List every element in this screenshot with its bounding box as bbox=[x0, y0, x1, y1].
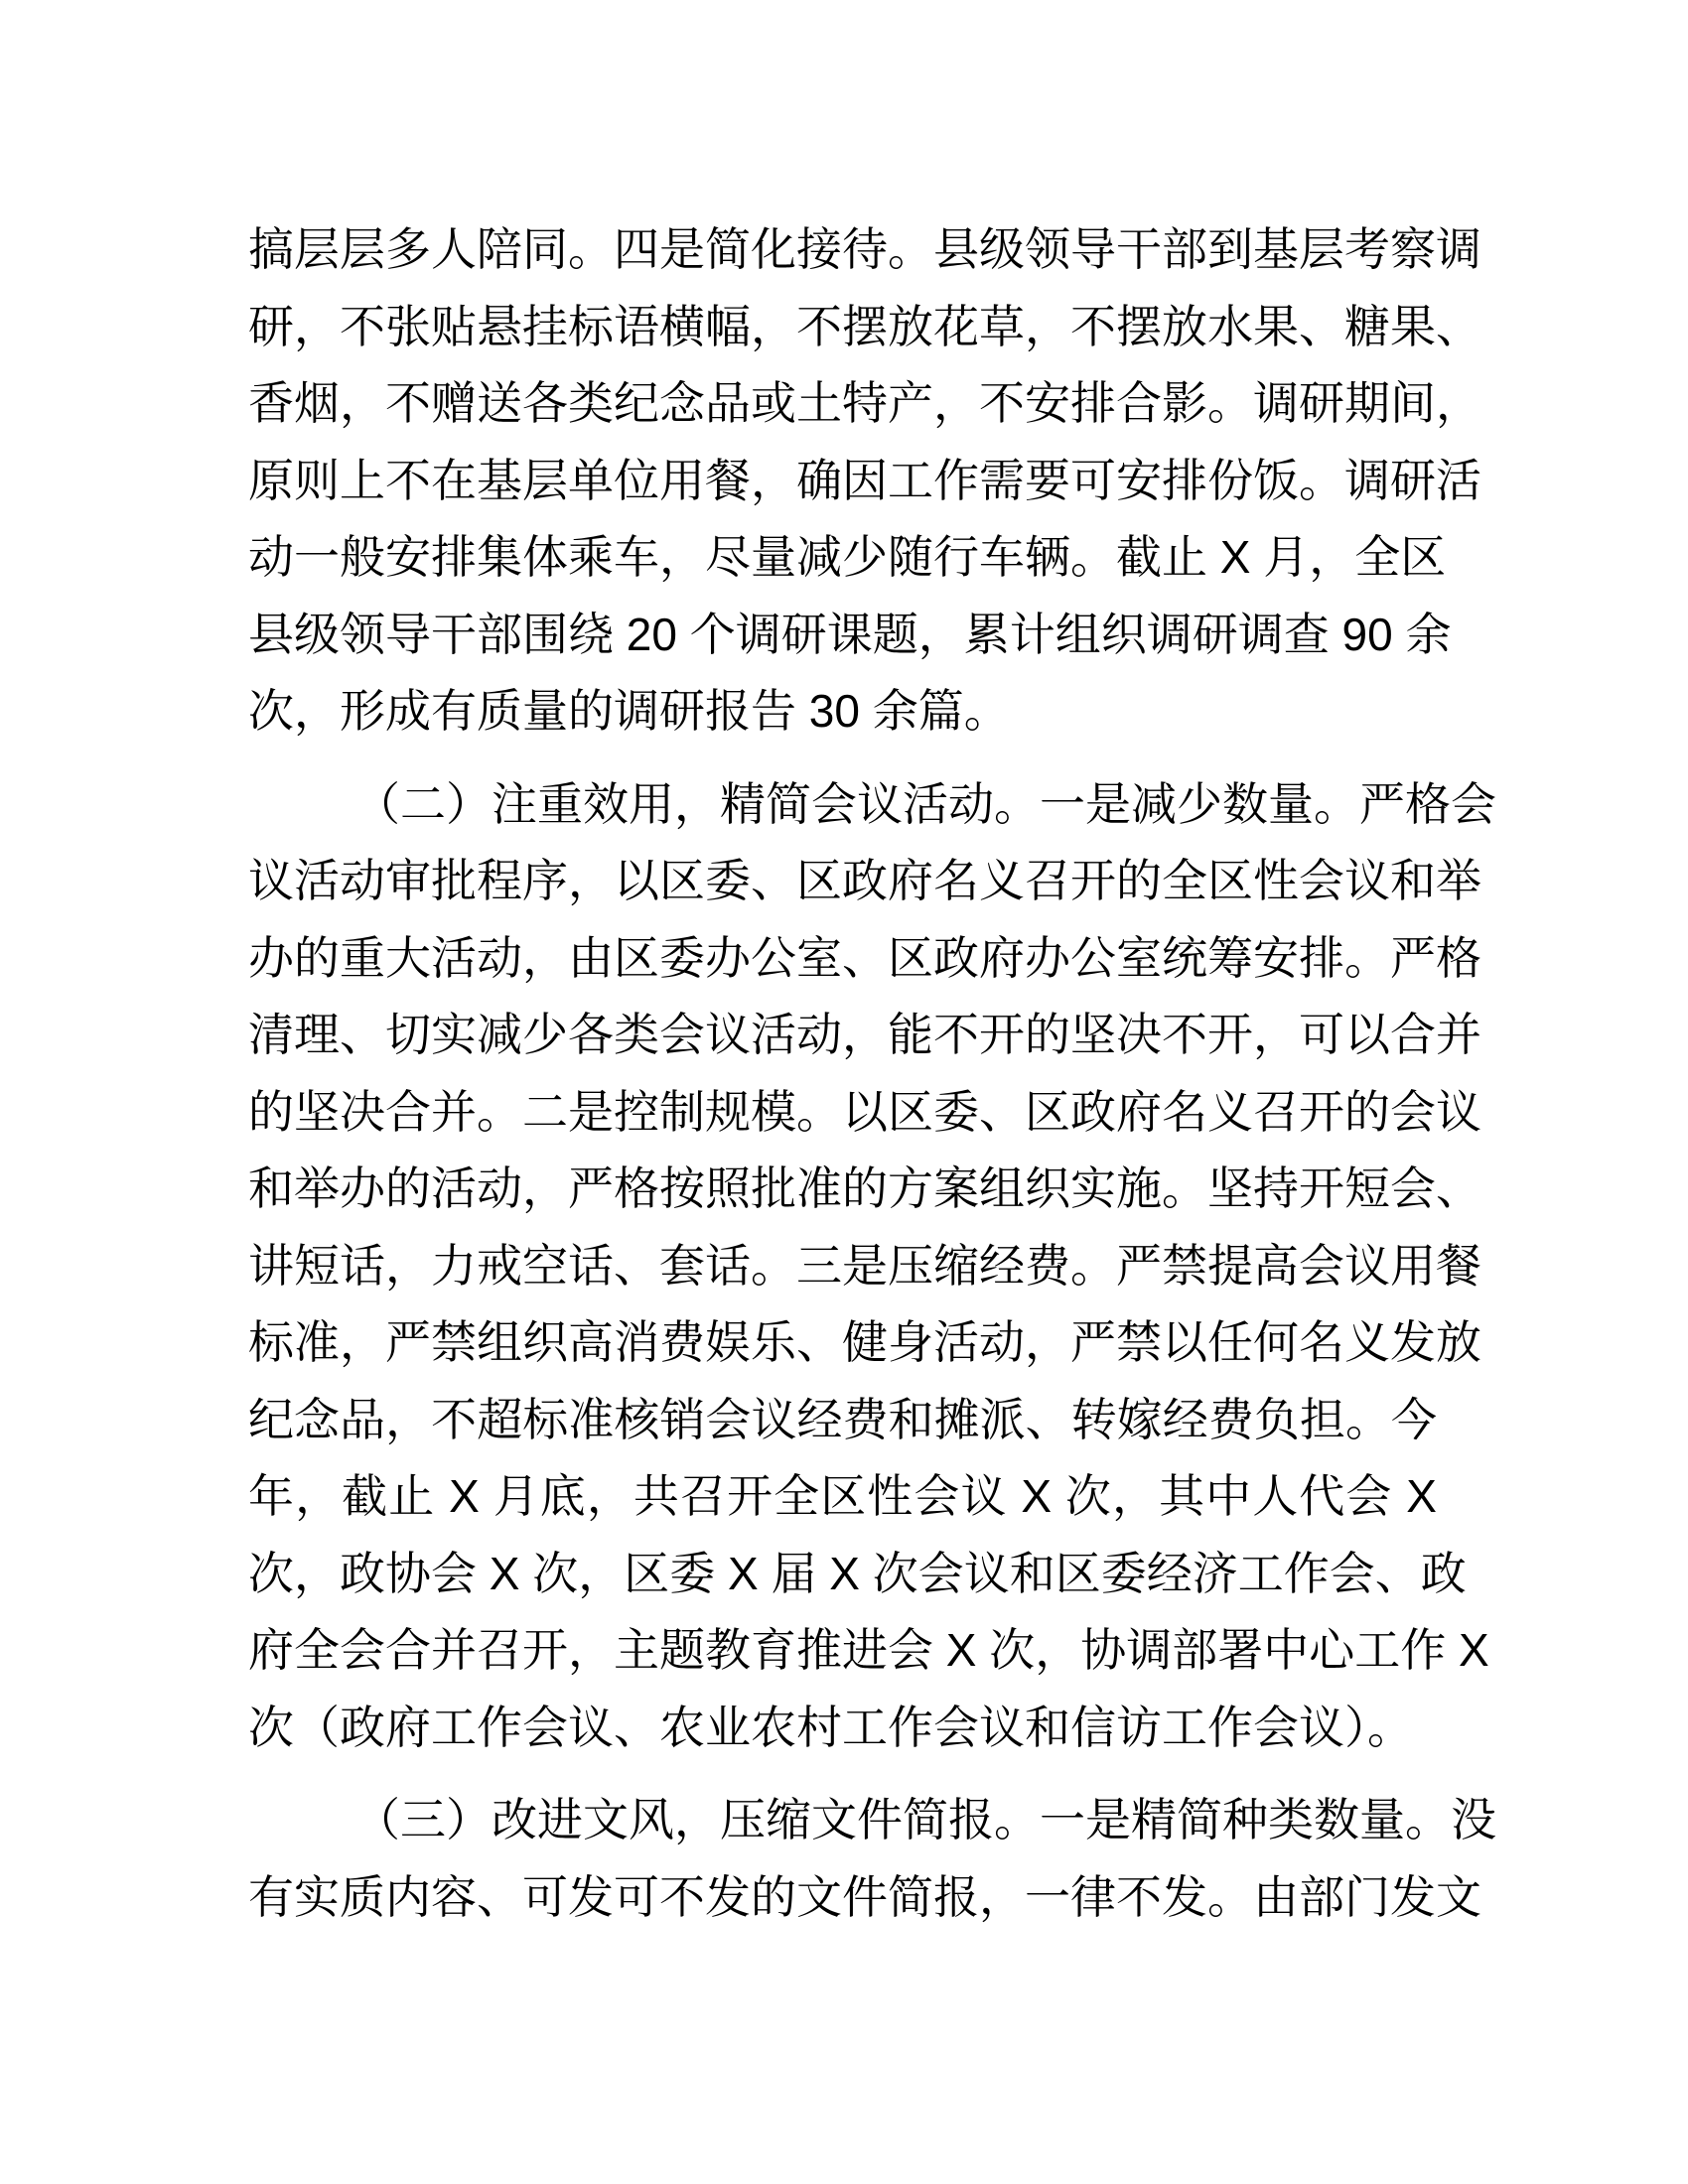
text-line: （二）注重效用，精简会议活动。一是减少数量。严格会 bbox=[354, 777, 1496, 830]
text-line: 次（政府工作会议、农业农村工作会议和信访工作会议）。 bbox=[248, 1701, 1413, 1753]
text-line: 年，截止 X 月底，共召开全区性会议 X 次，其中人代会 X bbox=[248, 1470, 1437, 1522]
text-line: 办的重大活动，由区委办公室、区政府办公室统筹安排。严格 bbox=[248, 931, 1481, 984]
text-line: 讲短话，力戒空话、套话。三是压缩经费。严禁提高会议用餐 bbox=[248, 1239, 1481, 1292]
text-line: 的坚决合并。二是控制规模。以区委、区政府名义召开的会议 bbox=[248, 1085, 1481, 1138]
text-line: （三）改进文风，压缩文件简报。一是精简种类数量。没 bbox=[354, 1794, 1496, 1845]
text-line: 次，政协会 X 次，区委 X 届 X 次会议和区委经济工作会、政 bbox=[248, 1547, 1467, 1599]
text-line: 研，不张贴悬挂标语横幅，不摆放花草，不摆放水果、糖果、 bbox=[248, 300, 1481, 352]
text-line: 有实质内容、可发可不发的文件简报，一律不发。由部门发文 bbox=[248, 1870, 1481, 1923]
text-line: 县级领导干部围绕 20 个调研课题，累计组织调研调查 90 余 bbox=[248, 608, 1452, 660]
text-line: 清理、切实减少各类会议活动，能不开的坚决不开，可以合并 bbox=[248, 1009, 1481, 1060]
text-line: 搞层层多人陪同。四是简化接待。县级领导干部到基层考察调 bbox=[248, 223, 1481, 275]
text-line: 香烟，不赠送各类纪念品或土特产，不安排合影。调研期间， bbox=[248, 377, 1481, 429]
text-line: 次，形成有质量的调研报告 30 余篇。 bbox=[248, 685, 1010, 737]
text-line: 府全会合并召开，主题教育推进会 X 次，协调部署中心工作 X bbox=[248, 1624, 1489, 1676]
text-line: 议活动审批程序，以区委、区政府名义召开的全区性会议和举 bbox=[248, 855, 1481, 906]
text-line: 纪念品，不超标准核销会议经费和摊派、转嫁经费负担。今 bbox=[248, 1393, 1437, 1445]
text-line: 原则上不在基层单位用餐，确因工作需要可安排份饭。调研活 bbox=[248, 454, 1481, 506]
text-line: 和举办的活动，严格按照批准的方案组织实施。坚持开短会、 bbox=[248, 1162, 1481, 1214]
text-line: 标准，严禁组织高消费娱乐、健身活动，严禁以任何名义发放 bbox=[248, 1316, 1481, 1368]
text-line: 动一般安排集体乘车，尽量减少随行车辆。截止 X 月，全区 bbox=[248, 531, 1447, 583]
